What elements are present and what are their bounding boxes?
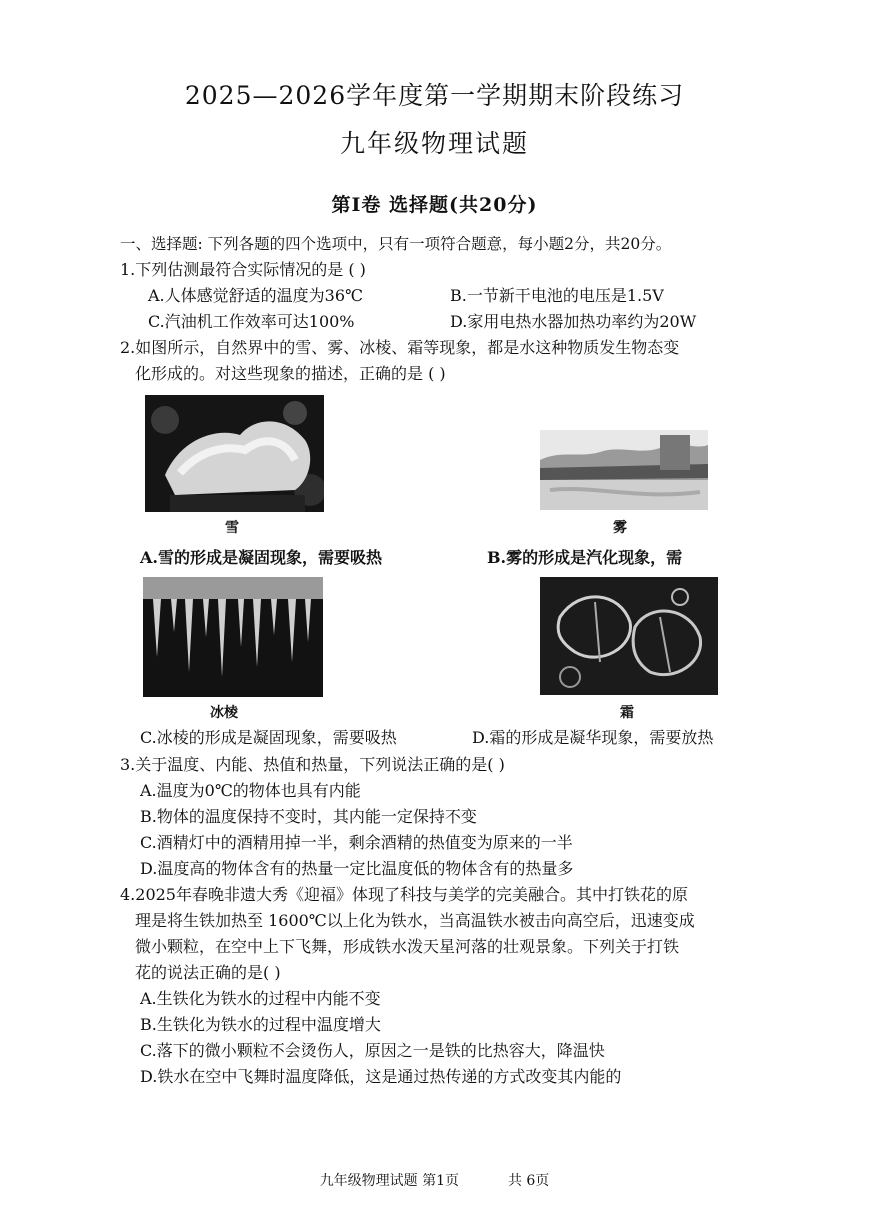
q4-stem-line2: 理是将生铁加热至 1600℃以上化为铁水，当高温铁水被击向高空后，迅速变成 <box>135 911 695 930</box>
q4-option-a: A.生铁化为铁水的过程中内能不变 <box>140 989 381 1008</box>
caption-snow: 雪 <box>225 520 239 536</box>
q2-stem-line1: 2.如图所示，自然界中的雪、雾、冰棱、霜等现象，都是水这种物质发生物态变 <box>120 338 680 357</box>
q4-stem-line4: 花的说法正确的是( ) <box>135 963 281 982</box>
q4-stem-line3: 微小颗粒，在空中上下飞舞，形成铁水泼天星河落的壮观景象。下列关于打铁 <box>135 937 680 956</box>
fog-photo <box>540 430 708 510</box>
q4-stem-line1: 4.2025年春晚非遗大秀《迎福》体现了科技与美学的完美融合。其中打铁花的原 <box>120 885 688 904</box>
exam-title: 2025—2026学年度第一学期期末阶段练习 <box>184 81 685 110</box>
caption-icicle: 冰棱 <box>210 705 238 721</box>
q4-option-b: B.生铁化为铁水的过程中温度增大 <box>140 1015 381 1034</box>
q2-option-d: D.霜的形成是凝华现象，需要放热 <box>472 728 714 747</box>
q4-option-d: D.铁水在空中飞舞时温度降低，这是通过热传递的方式改变其内能的 <box>140 1067 622 1086</box>
q1-option-a: A.人体感觉舒适的温度为36℃ <box>148 286 363 305</box>
frost-photo <box>540 577 718 695</box>
q3-stem: 3.关于温度、内能、热值和热量，下列说法正确的是( ) <box>120 755 505 774</box>
q4-option-c: C.落下的微小颗粒不会烫伤人，原因之一是铁的比热容大，降温快 <box>140 1041 605 1060</box>
page-footer <box>0 1170 869 1190</box>
q1-stem: 1.下列估测最符合实际情况的是 ( ) <box>120 260 366 279</box>
q2-option-a: A.雪的形成是凝固现象，需要吸热 <box>140 548 382 567</box>
footer-page-number: 九年级物理试题 第1页 <box>319 1173 460 1189</box>
icicle-photo <box>143 577 323 697</box>
q3-option-d: D.温度高的物体含有的热量一定比温度低的物体含有的热量多 <box>140 859 574 878</box>
q3-option-c: C.酒精灯中的酒精用掉一半，剩余酒精的热值变为原来的一半 <box>140 833 573 852</box>
q1-option-d: D.家用电热水器加热功率约为20W <box>450 312 697 331</box>
q3-option-a: A.温度为0℃的物体也具有内能 <box>140 781 361 800</box>
instructions: 一、选择题: 下列各题的四个选项中，只有一项符合题意，每小题2分，共20分。 <box>120 235 672 253</box>
caption-frost: 霜 <box>620 705 634 721</box>
caption-fog: 雾 <box>613 520 627 536</box>
exam-subtitle: 九年级物理试题 <box>339 129 529 158</box>
snow-photo <box>145 395 324 512</box>
footer-total-pages: 共 6页 <box>507 1173 550 1189</box>
q1-option-b: B.一节新干电池的电压是1.5V <box>450 286 664 305</box>
q2-option-c: C.冰棱的形成是凝固现象，需要吸热 <box>140 728 397 747</box>
q2-stem-line2: 化形成的。对这些现象的描述，正确的是 ( ) <box>135 364 446 383</box>
q3-option-b: B.物体的温度保持不变时，其内能一定保持不变 <box>140 807 477 826</box>
q2-option-b: B.雾的形成是汽化现象，需 <box>487 548 683 567</box>
section-heading: 第Ⅰ卷 选择题(共20分) <box>331 194 538 216</box>
q1-option-c: C.汽油机工作效率可达100% <box>148 312 355 331</box>
